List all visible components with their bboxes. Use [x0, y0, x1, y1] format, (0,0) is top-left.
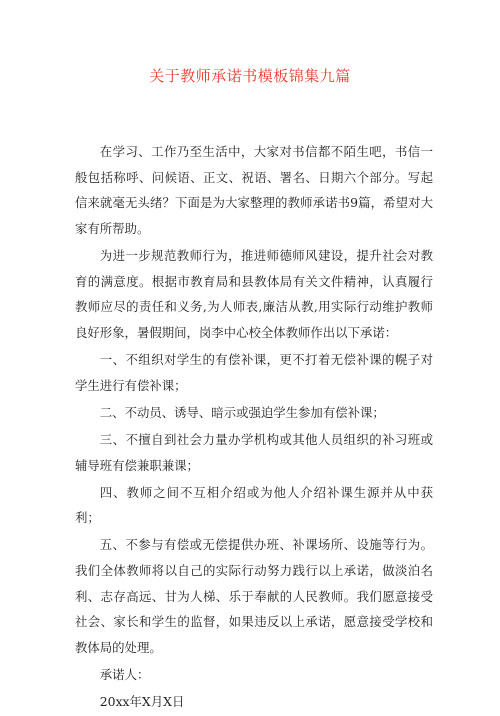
paragraph-purpose: 为进一步规范教师行为，推进师德师风建设，提升社会对教育的满意度。根据市教育局和县教体局有关文件精神，认真履行教师应尽的责任和义务,为人师表,廉洁从教,用实际行动维护教师良好形象，暑假期间，岗李中心校全体教师作出以下承诺：: [75, 247, 433, 340]
paragraph-intro: 在学习、工作乃至生活中，大家对书信都不陌生吧，书信一般包括称呼、问候语、正文、祝语、署名、日期六个部分。写起信来就毫无头绪？下面是为大家整理的教师承诺书9篇，希望对大家有所帮助。: [75, 144, 433, 236]
signature-date: 20xx年X月X日: [99, 694, 185, 710]
commitment-item-3: 三、不擅自到社会力量办学机构或其他人员组织的补习班或辅导班有偿兼职兼课；: [75, 431, 433, 473]
document-title: 关于教师承诺书模板锦集九篇: [149, 67, 351, 85]
commitment-item-4: 四、教师之间不互相介绍或为他人介绍补课生源并从中获利；: [75, 484, 433, 526]
document-body: [75, 139, 433, 716]
commitment-item-1: 一、不组织对学生的有偿补课，更不打着无偿补课的幌子对学生进行有偿补课；: [75, 351, 433, 393]
commitment-item-2: 二、不动员、诱导、暗示或强迫学生参加有偿补课；: [99, 404, 385, 420]
commitment-item-5: 五、不参与有偿或无偿提供办班、补课场所、设施等行为。我们全体教师将以自己的实际行动努力践行以上承诺，做淡泊名利、志存高远、甘为人梯、乐于奉献的人民教师。我们愿意接受社会、家长和学生的监督，如果违反以上承诺，愿意接受学校和教体局的处理。: [75, 537, 433, 655]
signatory-label: 承诺人：: [99, 667, 150, 683]
